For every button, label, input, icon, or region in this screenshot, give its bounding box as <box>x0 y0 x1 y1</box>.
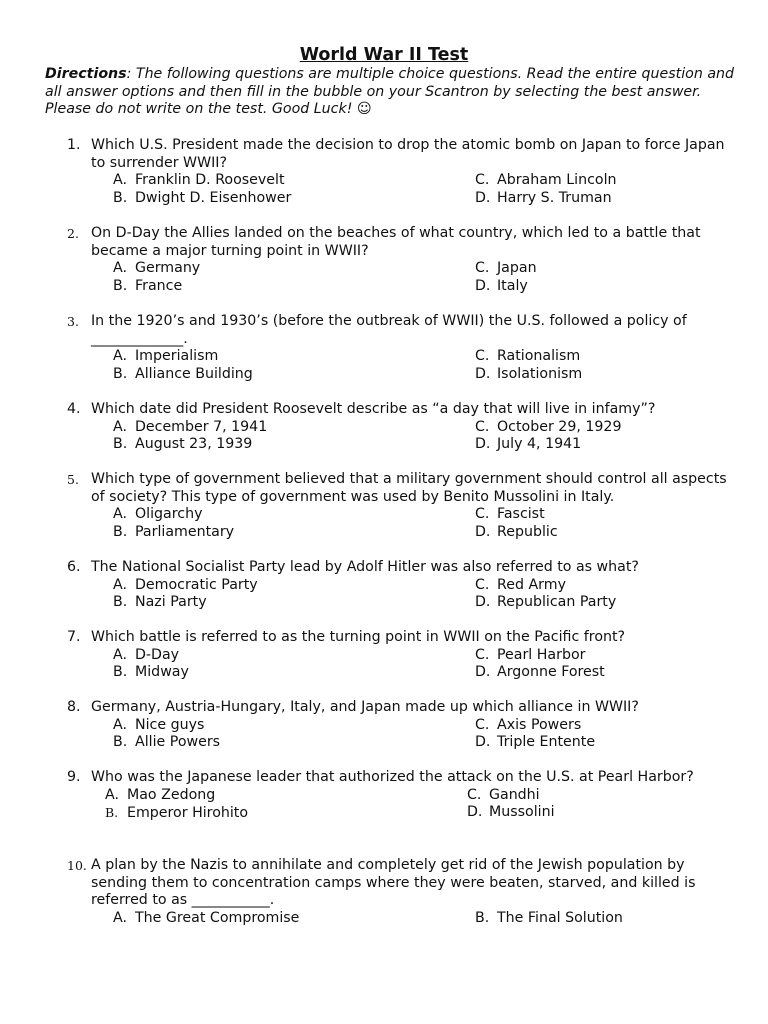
option-letter: C. <box>475 348 490 365</box>
question-text: In the 1920’s and 1930’s (before the outbreak of WWII) the U.S. followed a policy of _____________. <box>91 313 687 347</box>
option-b[interactable] <box>113 524 234 542</box>
option-text: Argonne Forest <box>497 664 605 681</box>
option-text: Red Army <box>497 576 566 593</box>
option-text: Republican Party <box>497 594 617 611</box>
question-number: 5. <box>67 472 79 487</box>
option-letter: B. <box>113 277 128 294</box>
question-7 <box>45 629 735 682</box>
option-letter: B. <box>113 594 128 611</box>
option-letter: D. <box>475 734 491 751</box>
option-text: Harry S. Truman <box>497 189 612 206</box>
option-text: Parliamentary <box>135 523 235 540</box>
option-text: Triple Entente <box>497 734 596 751</box>
option-letter: A. <box>113 506 127 523</box>
question-10 <box>45 857 735 945</box>
question-5 <box>45 471 735 541</box>
option-text: August 23, 1939 <box>135 436 253 453</box>
option-c[interactable] <box>475 506 545 524</box>
option-b[interactable] <box>113 664 189 682</box>
option-c[interactable] <box>475 647 585 665</box>
question-4 <box>45 401 735 454</box>
option-text: Emperor Hirohito <box>127 805 249 822</box>
option-a[interactable] <box>113 348 218 366</box>
question-9 <box>45 769 735 822</box>
question-text: Which date did President Roosevelt describe as “a day that will live in infamy”? <box>91 401 656 417</box>
option-d[interactable] <box>475 594 616 612</box>
option-text: Rationalism <box>497 348 581 365</box>
option-text: July 4, 1941 <box>497 436 582 453</box>
option-letter: B. <box>105 805 119 821</box>
question-1 <box>45 137 735 207</box>
option-letter: B. <box>113 734 128 751</box>
option-b[interactable] <box>113 278 182 296</box>
option-letter: B. <box>113 664 128 681</box>
page-title: World War II Test <box>299 45 469 65</box>
option-letter: B. <box>113 365 128 382</box>
option-a[interactable] <box>113 172 285 190</box>
option-letter: B. <box>113 436 128 453</box>
option-text: Axis Powers <box>497 716 582 733</box>
option-a[interactable] <box>113 577 258 595</box>
option-text: Nazi Party <box>135 594 207 611</box>
option-text: D-Day <box>135 646 180 663</box>
option-text: Democratic Party <box>135 576 258 593</box>
option-text: Italy <box>497 277 528 294</box>
option-letter: A. <box>113 172 127 189</box>
option-letter: A. <box>113 646 127 663</box>
option-letter: A. <box>113 576 127 593</box>
option-letter: C. <box>475 260 490 277</box>
question-3 <box>45 313 735 383</box>
option-text: Abraham Lincoln <box>497 172 617 189</box>
question-number: 1. <box>67 137 81 153</box>
question-text: A plan by the Nazis to annihilate and completely get rid of the Jewish population by sending them to concentration camps where they were beaten, starved, and killed is referred to as ___________. <box>91 857 696 909</box>
option-b[interactable] <box>113 190 291 208</box>
option-letter: A. <box>113 260 127 277</box>
option-d[interactable] <box>475 190 612 208</box>
option-letter: D. <box>475 594 491 611</box>
option-text: Midway <box>135 664 189 681</box>
option-text: October 29, 1929 <box>497 418 622 435</box>
option-text: Mussolini <box>489 804 555 821</box>
option-text: The Great Compromise <box>135 909 300 926</box>
option-letter: D. <box>475 365 491 382</box>
option-c[interactable] <box>475 419 621 437</box>
question-number: 4. <box>67 401 81 417</box>
option-c[interactable] <box>475 577 566 595</box>
option-letter: B. <box>475 909 490 926</box>
option-d[interactable] <box>475 366 582 384</box>
option-letter: D. <box>475 189 491 206</box>
option-c[interactable] <box>467 787 540 805</box>
option-text: Japan <box>497 260 537 277</box>
option-text: Fascist <box>497 506 545 523</box>
option-c[interactable] <box>475 348 580 366</box>
option-a[interactable] <box>113 260 200 278</box>
option-letter: C. <box>475 716 490 733</box>
option-letter: A. <box>113 418 127 435</box>
option-letter: A. <box>113 348 127 365</box>
option-a[interactable] <box>113 647 179 665</box>
question-8 <box>45 699 735 752</box>
question-text: Which U.S. President made the decision to drop the atomic bomb on Japan to force Japan to surrender WWII? <box>91 137 725 171</box>
question-text: Who was the Japanese leader that authorized the attack on the U.S. at Pearl Harbor? <box>91 769 694 785</box>
option-text: Franklin D. Roosevelt <box>135 172 285 189</box>
question-number: 7. <box>67 629 81 645</box>
option-letter: C. <box>467 786 482 803</box>
option-letter: D. <box>475 277 491 294</box>
option-d[interactable] <box>475 664 605 682</box>
directions-label: Directions <box>45 66 127 82</box>
option-letter: D. <box>475 436 491 453</box>
option-a[interactable] <box>113 910 299 928</box>
option-c[interactable] <box>475 172 617 190</box>
option-a[interactable] <box>113 717 204 735</box>
option-b[interactable] <box>113 366 253 384</box>
option-text: Dwight D. Eisenhower <box>135 189 292 206</box>
option-b[interactable] <box>105 804 248 823</box>
option-b[interactable] <box>113 594 207 612</box>
question-number: 6. <box>67 559 81 575</box>
option-letter: A. <box>105 786 119 803</box>
option-d[interactable] <box>475 524 558 542</box>
option-c[interactable] <box>475 260 537 278</box>
option-text: December 7, 1941 <box>135 418 268 435</box>
option-letter: C. <box>475 576 490 593</box>
option-c[interactable] <box>475 717 581 735</box>
option-letter: D. <box>467 804 483 821</box>
question-number: 2. <box>67 226 79 241</box>
option-letter: C. <box>475 506 490 523</box>
option-text: The Final Solution <box>497 909 623 926</box>
question-text: Germany, Austria-Hungary, Italy, and Japan made up which alliance in WWII? <box>91 699 639 715</box>
option-b[interactable] <box>113 436 252 454</box>
question-text: On D-Day the Allies landed on the beaches of what country, which led to a battle that became a major turning point in WWII? <box>91 225 701 259</box>
question-number: 8. <box>67 699 81 715</box>
option-letter: A. <box>113 909 127 926</box>
option-a[interactable] <box>113 506 202 524</box>
question-6 <box>45 559 735 612</box>
option-text: Allie Powers <box>135 734 221 751</box>
option-d[interactable] <box>475 734 595 752</box>
option-text: France <box>135 277 183 294</box>
question-number: 10. <box>67 858 87 873</box>
option-text: Isolationism <box>497 365 583 382</box>
option-text: Republic <box>497 523 558 540</box>
question-text: Which battle is referred to as the turning point in WWII on the Pacific front? <box>91 629 626 645</box>
question-2 <box>45 225 735 295</box>
directions-text: : The following questions are multiple choice questions. Read the entire question and all answer options and then fill in the bubble on your Scantron by selecting the best answer. Please do not write on the test. Good Luck! ☺ <box>45 66 735 118</box>
option-text: Pearl Harbor <box>497 646 586 663</box>
question-number: 9. <box>67 769 81 785</box>
option-letter: C. <box>475 646 490 663</box>
option-d[interactable] <box>467 804 555 822</box>
option-d[interactable] <box>475 278 528 296</box>
directions <box>45 66 735 119</box>
option-letter: D. <box>475 523 491 540</box>
option-text: Alliance Building <box>135 365 253 382</box>
option-letter: D. <box>475 664 491 681</box>
option-b[interactable] <box>475 910 623 928</box>
option-letter: C. <box>475 418 490 435</box>
option-text: Imperialism <box>135 348 219 365</box>
option-letter: B. <box>113 523 128 540</box>
option-text: Oligarchy <box>135 506 203 523</box>
option-letter: B. <box>113 189 128 206</box>
option-text: Nice guys <box>135 716 205 733</box>
option-text: Mao Zedong <box>127 786 216 803</box>
option-letter: C. <box>475 172 490 189</box>
option-letter: A. <box>113 716 127 733</box>
question-number: 3. <box>67 314 79 329</box>
option-a[interactable] <box>113 419 267 437</box>
question-text: The National Socialist Party lead by Adolf Hitler was also referred to as what? <box>91 559 639 575</box>
option-b[interactable] <box>113 734 220 752</box>
question-text: Which type of government believed that a military government should control all aspects of society? This type of government was used by Benito Mussolini in Italy. <box>91 471 727 505</box>
option-text: Germany <box>135 260 201 277</box>
option-d[interactable] <box>475 436 581 454</box>
option-text: Gandhi <box>489 786 540 803</box>
option-a[interactable] <box>105 787 215 805</box>
